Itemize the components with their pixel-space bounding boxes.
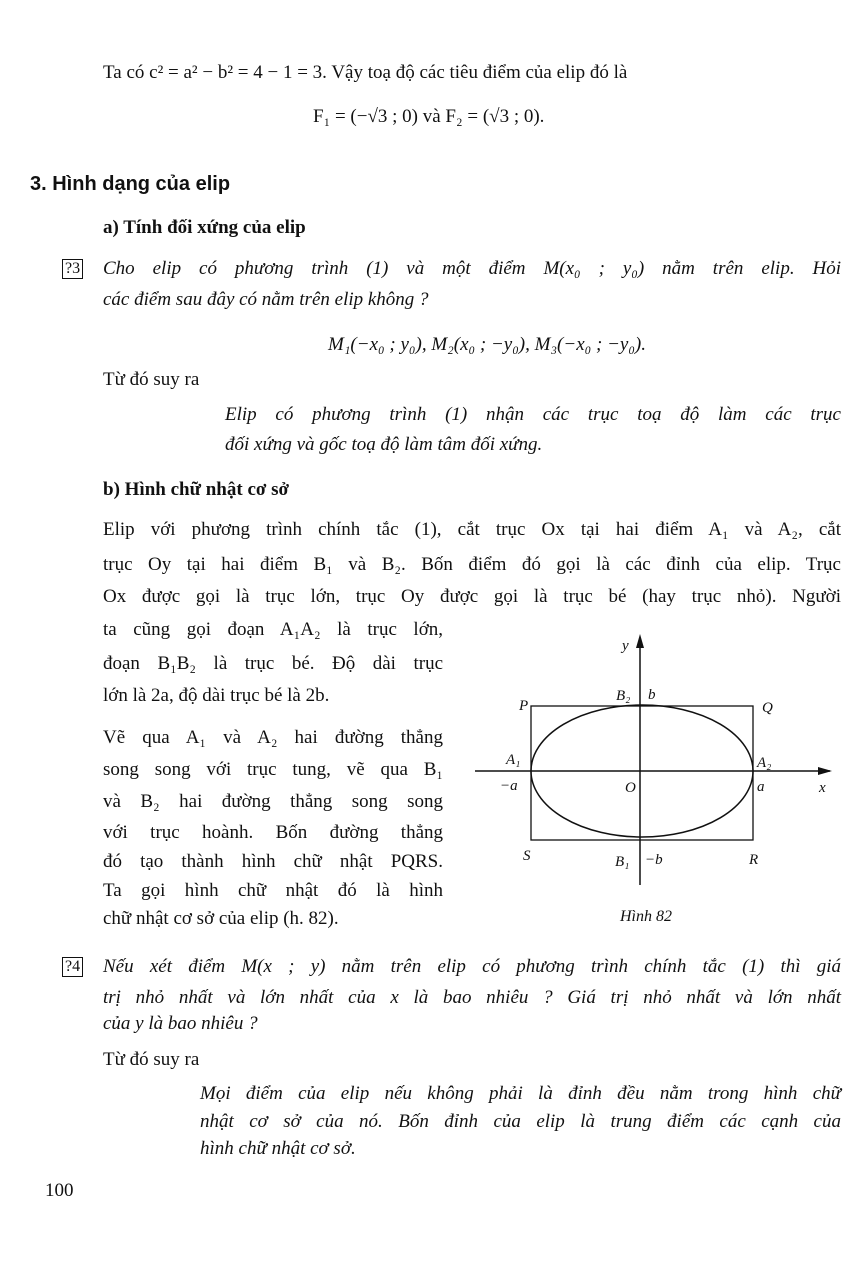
label-minus-b: −b (645, 852, 663, 868)
question-badge-3: ?3 (62, 259, 83, 279)
section-heading: 3. Hình dạng của elip (30, 173, 231, 195)
deduce-text: Từ đó suy ra (103, 1049, 200, 1070)
conclusion-line: Mọi điểm của elip nếu không phải là đỉnh đều nằm trong hình chữ (200, 1083, 841, 1104)
x-axis-arrow-icon (818, 767, 832, 775)
paragraph-line: Ox được gọi là trục lớn, trục Oy được gọi là trục bé (hay trục nhỏ). Người (103, 586, 841, 607)
paragraph-line: Ta gọi hình chữ nhật đó là hình (103, 880, 443, 901)
paragraph-line: Vẽ qua A₁ và A₂ hai đường thẳng (103, 727, 443, 748)
figure-caption: Hình 82 (620, 908, 672, 925)
paragraph-line: chữ nhật cơ sở của elip (h. 82). (103, 908, 339, 929)
figure-82-ellipse-diagram (470, 630, 850, 930)
paragraph-line: đó tạo thành hình chữ nhật PQRS. (103, 851, 443, 872)
question-badge-4: ?4 (62, 957, 83, 977)
base-rectangle-PQRS (531, 706, 753, 840)
label-y: y (622, 638, 629, 654)
label-origin: O (625, 780, 636, 796)
paragraph-line: với trục hoành. Bốn đường thẳng (103, 822, 443, 843)
label-P: P (519, 698, 529, 714)
paragraph-line: trục Oy tại hai điểm B₁ và B₂. Bốn điểm đó gọi là các đỉnh của elip. Trục (103, 554, 841, 575)
question-3-line: các điểm sau đây có nằm trên elip không ? (103, 289, 429, 310)
label-b: b (648, 687, 656, 703)
paragraph-line: ta cũng gọi đoạn A₁A₂ là trục lớn, (103, 619, 443, 640)
label-A2: A₂ (757, 755, 772, 771)
subheading-symmetry: a) Tính đối xứng của elip (103, 217, 306, 238)
subheading-base-rectangle: b) Hình chữ nhật cơ sở (103, 479, 290, 500)
label-A1: A₁ (506, 752, 521, 768)
deduce-text: Từ đó suy ra (103, 369, 200, 390)
label-S: S (523, 848, 531, 864)
page-number: 100 (45, 1180, 74, 1201)
label-B1: B₁ (615, 854, 630, 870)
focus-computation: Ta có c² = a² − b² = 4 − 1 = 3. Vậy toạ độ các tiêu điểm của elip đó là (103, 62, 628, 83)
paragraph-line: và B₂ hai đường thẳng song song (103, 791, 443, 812)
conclusion-line: đối xứng và gốc toạ độ làm tâm đối xứng. (225, 434, 543, 455)
label-R: R (749, 852, 759, 868)
paragraph-line: lớn là 2a, độ dài trục bé là 2b. (103, 685, 330, 706)
label-minus-a: −a (500, 778, 518, 794)
question-4-line: Nếu xét điểm M(x ; y) nằm trên elip có phương trình chính tắc (1) thì giá (103, 956, 841, 977)
conclusion-line: Elip có phương trình (1) nhận các trục toạ độ làm các trục (225, 404, 841, 425)
conclusion-line: hình chữ nhật cơ sở. (200, 1138, 356, 1159)
label-B2: B₂ (616, 688, 631, 704)
paragraph-line: Elip với phương trình chính tắc (1), cắt trục Ox tại hai điểm A₁ và A₂, cắt (103, 519, 841, 540)
y-axis-arrow-icon (636, 634, 644, 648)
foci-coordinates: F₁ = (−√3 ; 0) và F₂ = (√3 ; 0). (313, 106, 545, 127)
symmetric-points: M₁(−x₀ ; y₀), M₂(x₀ ; −y₀), M₃(−x₀ ; −y₀). (328, 334, 647, 355)
question-4-line: của y là bao nhiêu ? (103, 1013, 258, 1034)
conclusion-line: nhật cơ sở của nó. Bốn đỉnh của elip là trung điểm các cạnh của (200, 1111, 841, 1132)
question-4-line: trị nhỏ nhất và lớn nhất của x là bao nhiêu ? Giá trị nhỏ nhất và lớn nhất (103, 987, 841, 1008)
paragraph-line: đoạn B₁B₂ là trục bé. Độ dài trục (103, 653, 443, 674)
question-3-line: Cho elip có phương trình (1) và một điểm M(x₀ ; y₀) nằm trên elip. Hỏi (103, 258, 841, 279)
label-Q: Q (762, 700, 773, 716)
paragraph-line: song song với trục tung, vẽ qua B₁ (103, 759, 443, 780)
label-x: x (819, 780, 826, 796)
label-a: a (757, 779, 765, 795)
